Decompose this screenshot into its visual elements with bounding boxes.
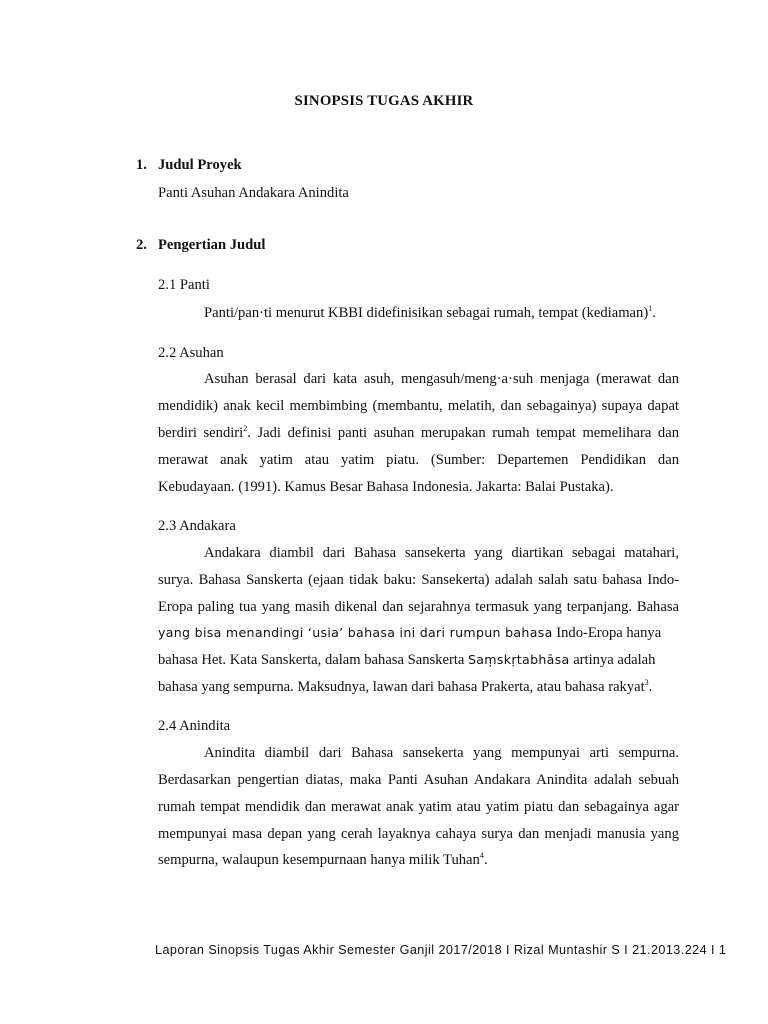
paragraph-text: . (648, 679, 653, 695)
paragraph-text: Indo-Eropa hanya (552, 625, 662, 641)
page-title: SINOPSIS TUGAS AKHIR (294, 93, 474, 109)
page-footer: Laporan Sinopsis Tugas Akhir Semester Ganjil 2017/2018 I Rizal Muntashir S I 21.2013.224 I 1 (155, 943, 727, 957)
subsection-anindita-heading: 2.4 Anindita (158, 718, 231, 734)
paragraph-line: mendidik) anak kecil membimbing (membantu, melatih, dan sebagainya) supaya dapat (158, 398, 679, 414)
section-1-text: Panti Asuhan Andakara Anindita (158, 185, 349, 201)
paragraph-text: berdiri sendiri (158, 425, 244, 441)
paragraph-line: merawat anak yatim atau yatim piatu. (Sumber: Departemen Pendidikan dan (158, 452, 679, 468)
paragraph-line: Berdasarkan pengertian diatas, maka Panti Asuhan Andakara Anindita adalah sebuah (158, 772, 679, 788)
paragraph-line: mempunyai masa depan yang cerah layaknya cahaya surya dan menjadi manusia yang (158, 826, 679, 842)
section-2-heading: Pengertian Judul (158, 237, 266, 253)
section-1-number: 1. (136, 157, 147, 173)
paragraph-line: Eropa paling tua yang masih dikenal dan sejarahnya termasuk yang terpanjang. Bahasa (158, 599, 679, 615)
paragraph-line (158, 425, 679, 442)
section-1-heading: Judul Proyek (158, 157, 242, 173)
footnote-ref: 3 (644, 678, 649, 687)
paragraph-line: Anindita diambil dari Bahasa sansekerta yang mempunyai arti sempurna. (204, 745, 679, 761)
footnote-ref: 4 (479, 851, 484, 860)
paragraph-line (158, 852, 487, 869)
paragraph-line: Asuhan berasal dari kata asuh, mengasuh/meng·a·suh menjaga (merawat dan (204, 371, 679, 387)
subsection-asuhan-heading: 2.2 Asuhan (158, 345, 224, 361)
paragraph-line: Andakara diambil dari Bahasa sansekerta yang diartikan sebagai matahari, (204, 545, 679, 561)
paragraph-text: . (652, 305, 656, 321)
paragraph-line: Kebudayaan. (1991). Kamus Besar Bahasa Indonesia. Jakarta: Balai Pustaka). (158, 479, 614, 495)
subsection-panti-paragraph (204, 305, 656, 322)
paragraph-text: bahasa Het. Kata Sanskerta, dalam bahasa Sanskerta (158, 652, 468, 668)
paragraph-line: rumah tempat mendidik dan merawat anak yatim atau yatim piatu dan sebagainya agar (158, 799, 679, 815)
subsection-panti-heading: 2.1 Panti (158, 277, 210, 293)
paragraph-text: Panti/pan·ti menurut KBBI didefinisikan sebagai rumah, tempat (kediaman) (204, 305, 649, 321)
section-2-number: 2. (136, 237, 147, 253)
paragraph-line (158, 679, 652, 696)
paragraph-text: sempurna, walaupun kesempurnaan hanya milik Tuhan (158, 852, 480, 868)
paragraph-line (158, 652, 655, 669)
quoted-text: yang bisa menandingi ‘usia’ bahasa ini dari rumpun bahasa (158, 625, 553, 640)
paragraph-text: bahasa yang sempurna. Maksudnya, lawan dari bahasa Prakerta, atau bahasa rakyat (158, 679, 645, 695)
subsection-andakara-heading: 2.3 Andakara (158, 518, 236, 534)
paragraph-text: artinya adalah (569, 652, 656, 668)
sanskrit-term: Saṃskṛtabhāsa (468, 652, 570, 667)
paragraph-line: surya. Bahasa Sanskerta (ejaan tidak baku: Sansekerta) adalah salah satu bahasa Indo- (158, 572, 679, 588)
paragraph-text: . Jadi definisi panti asuhan merupakan rumah tempat memelihara dan (247, 425, 679, 441)
footnote-ref: 1 (648, 304, 653, 313)
paragraph-text: . (483, 852, 488, 868)
footnote-ref: 2 (243, 424, 248, 433)
paragraph-line (158, 625, 661, 642)
